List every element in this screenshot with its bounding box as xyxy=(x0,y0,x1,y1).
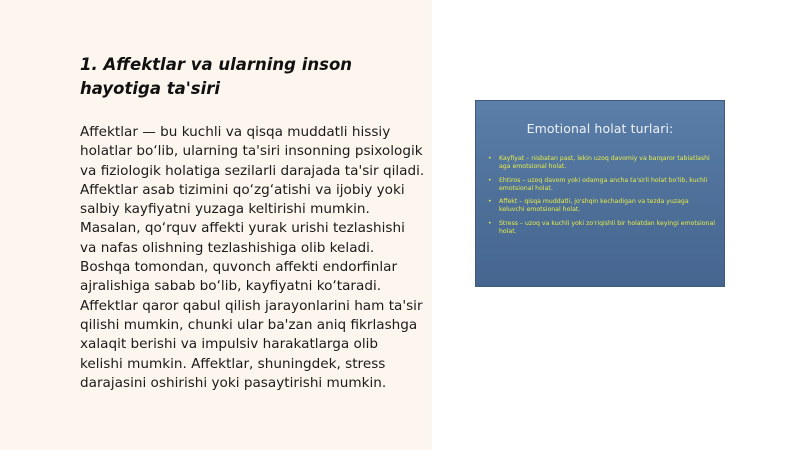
figure-list-item-text: Ehtiros – uzoq davom yoki odamga ancha ta'sirli holat bo'lib, kuchli emotsional holat. xyxy=(499,176,708,192)
emotional-states-image xyxy=(475,100,725,287)
figure-list-item xyxy=(488,220,716,237)
bullet-icon: • xyxy=(488,155,492,162)
figure-list-item xyxy=(488,177,716,194)
bullet-icon: • xyxy=(488,198,492,206)
figure-title: Emotional holat turlari: xyxy=(526,121,674,136)
slide-title: 1. Affektlar va ularning inson hayotiga ta'siri xyxy=(80,55,353,98)
figure-bullet-list xyxy=(488,155,716,241)
figure-list-item-text: Stress – uzoq va kuchli yoki zo'riqishli bir holatdan keyingi emotsional holat. xyxy=(499,219,715,236)
figure-list-item-text: Affekt – qisqa muddatli, jo'shqin kechadigan va tezda yuzaga keluvchi emotsional holat. xyxy=(499,198,689,214)
slide-body-text: Affektlar — bu kuchli va qisqa muddatli hissiy holatlar bo‘lib, ularning ta'siri insonning psixologik va fiziologik holatiga sezilarli darajada ta'sir qiladi. Affektlar asab tizimini qo‘zg‘atishi va ijobiy yoki salbiy kayfiyatni yuzaga keltirishi mumkin. Masalan, qo‘rquv affekti yurak urishi tezlashishi va nafas olishning tezlashishiga olib keladi. Boshqa tomondan, quvonch affekti endorfinlar ajralishiga sabab bo‘lib, kayfiyatni ko‘taradi. Affektlar qaror qabul qilish jarayonlarini ham ta'sir qilishi mumkin, chunki ular ba'zan aniq fikrlashga xalaqit berishi va impulsiv harakatlarga olib kelishi mumkin. Affektlar, shuningdek, stress darajasini oshirishi yoki pasaytirishi mumkin. xyxy=(80,124,425,391)
figure-list-item-text: Kayfiyat – nisbatan past, lekin uzoq davomiy va barqaror tabiatlashi aga emotsional holat. xyxy=(499,155,710,171)
figure-list-item xyxy=(488,198,716,215)
bullet-icon: • xyxy=(488,219,492,227)
figure-list-item xyxy=(488,155,716,172)
bullet-icon: • xyxy=(488,176,492,184)
